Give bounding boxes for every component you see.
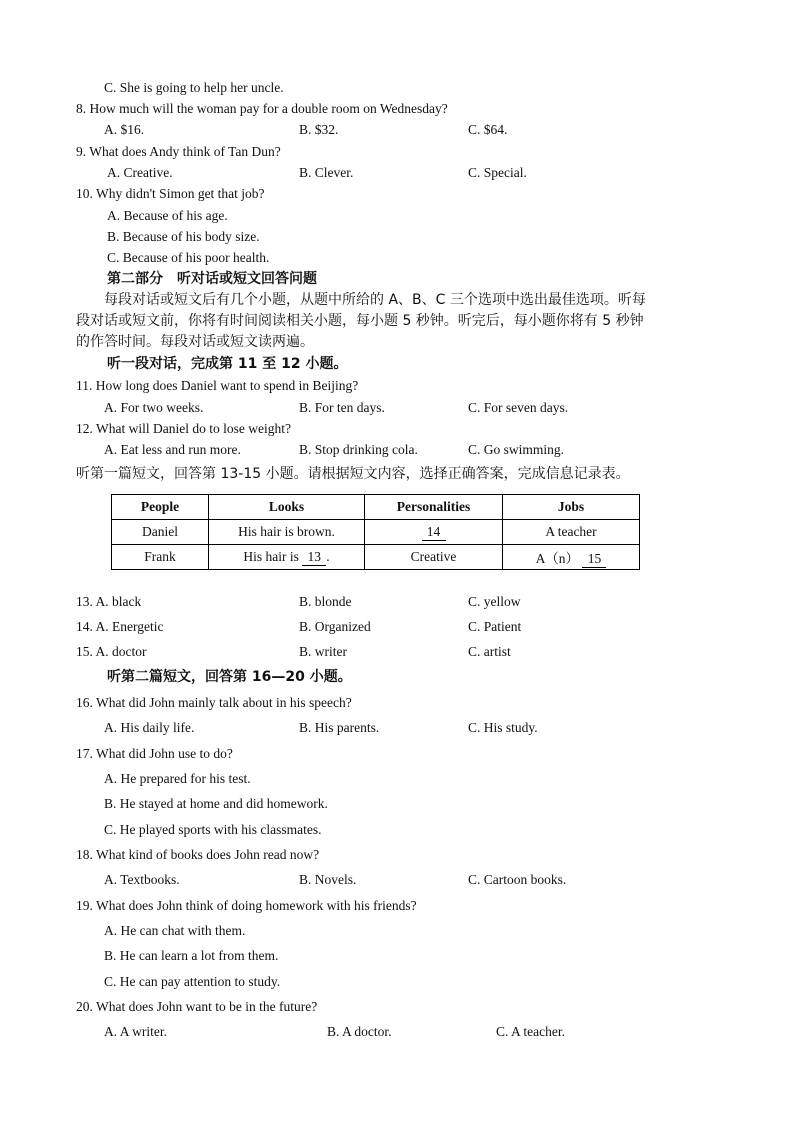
part2-instructions-1: 每段对话或短文后有几个小题，从题中所给的 A、B、C 三个选项中选出最佳选项。听每 <box>104 292 646 308</box>
blank-14[interactable]: 14 <box>422 524 446 541</box>
q10-option-a: A. Because of his age. <box>107 208 228 223</box>
table-header-row <box>112 495 640 520</box>
q20-option-c: C. A teacher. <box>496 1024 565 1039</box>
header-looks: Looks <box>209 495 365 520</box>
passage1-heading: 听第一篇短文，回答第 13-15 小题。请根据短文内容，选择正确答案，完成信息记录表。 <box>76 466 630 482</box>
q8-option-c: C. $64. <box>468 122 508 137</box>
q14-option-a: 14. A. Energetic <box>76 619 164 634</box>
cell-looks: His hair is brown. <box>209 520 365 545</box>
q17-option-a: A. He prepared for his test. <box>104 771 251 786</box>
cell-personalities: Creative <box>365 545 503 570</box>
jobs-prefix: A（n） <box>535 550 580 566</box>
cell-jobs: A teacher <box>503 520 640 545</box>
q15-option-c: C. artist <box>468 644 511 659</box>
q16-option-c: C. His study. <box>468 720 538 735</box>
q14-option-b: B. Organized <box>299 619 371 634</box>
q14-option-c: C. Patient <box>468 619 522 634</box>
q8-option-b: B. $32. <box>299 122 339 137</box>
q11-option-b: B. For ten days. <box>299 400 385 415</box>
q16-option-b: B. His parents. <box>299 720 380 735</box>
q15-option-a: 15. A. doctor <box>76 644 147 659</box>
q19-option-c: C. He can pay attention to study. <box>104 974 281 989</box>
q13-option-a: 13. A. black <box>76 594 142 609</box>
q19-option-a: A. He can chat with them. <box>104 923 246 938</box>
table-row <box>112 520 640 545</box>
table-row <box>112 545 640 570</box>
header-jobs: Jobs <box>503 495 640 520</box>
q17-option-c: C. He played sports with his classmates. <box>104 822 322 837</box>
q7-option-c: C. She is going to help her uncle. <box>104 80 284 95</box>
info-record-table <box>111 494 640 570</box>
q13-option-c: C. yellow <box>468 594 521 609</box>
part2-instructions-2: 段对话或短文前，你将有时间阅读相关小题，每小题 5 秒钟。听完后，每小题你将有 5 秒钟 <box>76 313 644 329</box>
q13-option-b: B. blonde <box>299 594 352 609</box>
q9-option-b: B. Clever. <box>299 165 354 180</box>
q12-option-b: B. Stop drinking cola. <box>299 442 418 457</box>
q18-option-b: B. Novels. <box>299 872 357 887</box>
q10-option-c: C. Because of his poor health. <box>107 250 270 265</box>
passage2-heading: 听第二篇短文，回答第 16—20 小题。 <box>107 669 352 685</box>
q16-option-a: A. His daily life. <box>104 720 195 735</box>
q15-option-b: B. writer <box>299 644 347 659</box>
q20-text: 20. What does John want to be in the future? <box>76 999 318 1014</box>
q8-option-a: A. $16. <box>104 122 145 137</box>
looks-prefix: His hair is <box>243 548 299 564</box>
q17-text: 17. What did John use to do? <box>76 746 233 761</box>
q17-option-b: B. He stayed at home and did homework. <box>104 796 328 811</box>
q20-option-b: B. A doctor. <box>327 1024 392 1039</box>
part2-title: 第二部分 听对话或短文回答问题 <box>107 271 317 287</box>
cell-personalities <box>365 520 503 545</box>
q18-option-a: A. Textbooks. <box>104 872 180 887</box>
q16-text: 16. What did John mainly talk about in his speech? <box>76 695 352 710</box>
q12-option-a: A. Eat less and run more. <box>104 442 241 457</box>
header-people: People <box>112 495 209 520</box>
cell-looks <box>209 545 365 570</box>
cell-people: Frank <box>112 545 209 570</box>
q19-option-b: B. He can learn a lot from them. <box>104 948 279 963</box>
dialog1-heading: 听一段对话，完成第 11 至 12 小题。 <box>107 356 348 372</box>
looks-suffix: . <box>326 548 330 564</box>
q12-option-c: C. Go swimming. <box>468 442 565 457</box>
q18-text: 18. What kind of books does John read now? <box>76 847 320 862</box>
q9-option-c: C. Special. <box>468 165 527 180</box>
q9-option-a: A. Creative. <box>107 165 173 180</box>
cell-jobs <box>503 545 640 570</box>
q9-text: 9. What does Andy think of Tan Dun? <box>76 144 281 159</box>
q11-option-c: C. For seven days. <box>468 400 569 415</box>
q11-option-a: A. For two weeks. <box>104 400 204 415</box>
header-personalities: Personalities <box>365 495 503 520</box>
q12-text: 12. What will Daniel do to lose weight? <box>76 421 291 436</box>
q19-text: 19. What does John think of doing homework with his friends? <box>76 898 417 913</box>
q8-text: 8. How much will the woman pay for a double room on Wednesday? <box>76 101 448 116</box>
part2-instructions-3: 的作答时间。每段对话或短文读两遍。 <box>76 334 314 350</box>
q10-option-b: B. Because of his body size. <box>107 229 260 244</box>
q10-text: 10. Why didn't Simon get that job? <box>76 186 265 201</box>
blank-15[interactable]: 15 <box>582 551 606 568</box>
blank-13[interactable]: 13 <box>302 549 326 566</box>
q11-text: 11. How long does Daniel want to spend in Beijing? <box>76 378 359 393</box>
q18-option-c: C. Cartoon books. <box>468 872 567 887</box>
cell-people: Daniel <box>112 520 209 545</box>
q20-option-a: A. A writer. <box>104 1024 167 1039</box>
